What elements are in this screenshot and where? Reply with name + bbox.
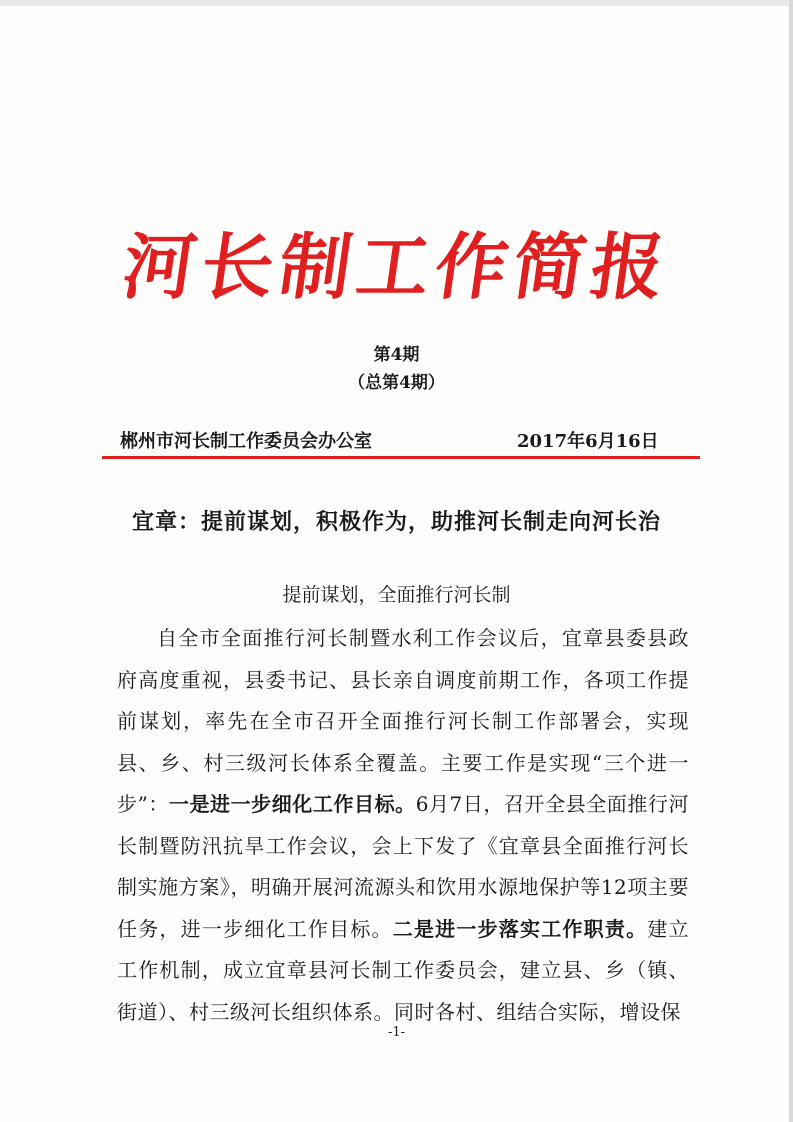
bold-point-1: 一是进一步细化工作目标。 <box>168 792 416 816</box>
section-subheading: 提前谋划，全面推行河长制 <box>282 584 511 606</box>
article-body <box>117 618 689 1033</box>
masthead-title: 河长制工作简报 <box>117 224 676 309</box>
article-headline: 宜章：提前谋划，积极作为，助推河长制走向河长治 <box>131 509 661 535</box>
issue-total: （总第4期） <box>348 373 445 393</box>
issuing-office: 郴州市河长制工作委员会办公室 <box>120 431 372 452</box>
body-text: 自全市全面推行河长制暨水利工作会议后，宜章县委县政府高度重视，县委书记、县长亲自调度前期工作，各项工作提前谋划，率先在全市召开全面推行河长制工作部署会，实现县、乡、村三级河长体系全覆盖。主要工作是实现“三个进一步”： <box>117 626 689 816</box>
issue-number: 第4期 <box>373 345 420 365</box>
issue-date: 2017年6月16日 <box>517 431 659 452</box>
scan-edge-right <box>789 0 793 1122</box>
bold-point-2: 二是进一步落实工作职责。 <box>392 916 648 941</box>
page-number: -1- <box>387 1025 406 1040</box>
body-text: 6月7日，召开全县全面推行河长制暨防汛抗旱工作会议，会上下发了《宜章县全面推行河长制实施方案》，明确开展河流源头和饮用水源地保护等12项主要任务，进一步细化工作目标。 <box>117 792 689 941</box>
body-text: 建立工作机制，成立宜章县河长制工作委员会，建立县、乡（镇、街道）、村三级河长组织体系。同时各村、组结合实际，增设保 <box>117 916 690 1024</box>
body-paragraph <box>117 618 689 1033</box>
red-divider <box>102 456 700 459</box>
scan-edge-top <box>0 0 793 6</box>
